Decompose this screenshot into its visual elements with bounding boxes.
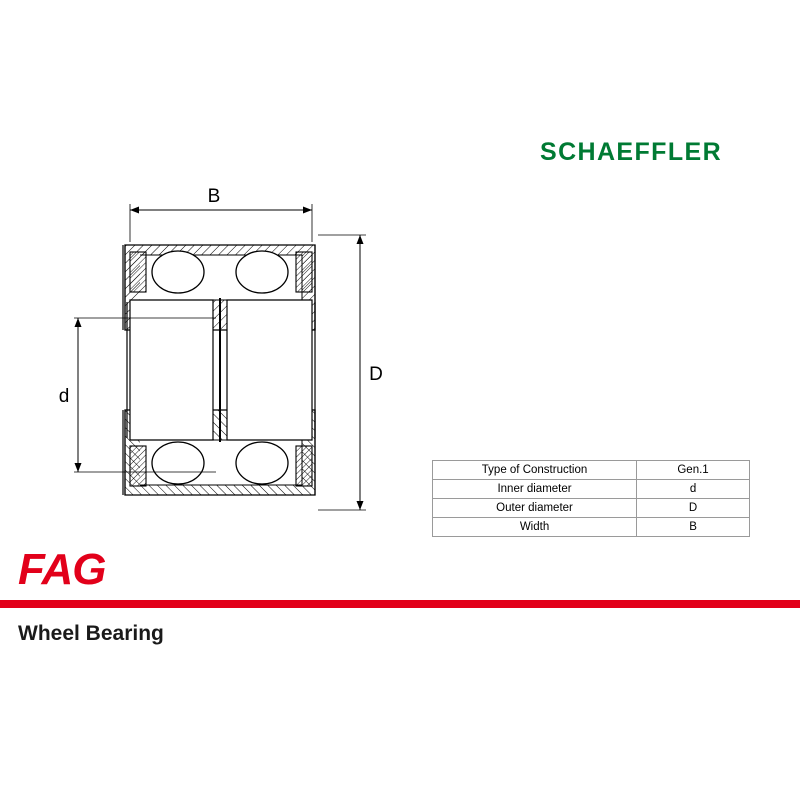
schaeffler-logo: SCHAEFFLER	[540, 138, 723, 166]
bearing-cross-section-drawing	[30, 180, 450, 560]
spec-value: d	[637, 480, 750, 499]
spec-value: Gen.1	[637, 461, 750, 480]
spec-label: Type of Construction	[433, 461, 637, 480]
table-row	[433, 461, 750, 480]
bearing-svg	[30, 180, 450, 560]
spec-value: D	[637, 499, 750, 518]
dimension-label-b: B	[207, 186, 221, 207]
dimension-label-d-outer: D	[369, 364, 383, 385]
spec-value: B	[637, 518, 750, 537]
table-row	[433, 518, 750, 537]
spec-label: Outer diameter	[433, 499, 637, 518]
dimension-label-d-inner: d	[58, 386, 70, 407]
fag-logo: FAG	[18, 545, 106, 594]
table-row	[433, 499, 750, 518]
page-title: Wheel Bearing	[18, 622, 164, 645]
red-divider-band	[0, 600, 800, 608]
spec-label: Width	[433, 518, 637, 537]
table-row	[433, 480, 750, 499]
specification-table	[432, 460, 750, 537]
spec-label: Inner diameter	[433, 480, 637, 499]
